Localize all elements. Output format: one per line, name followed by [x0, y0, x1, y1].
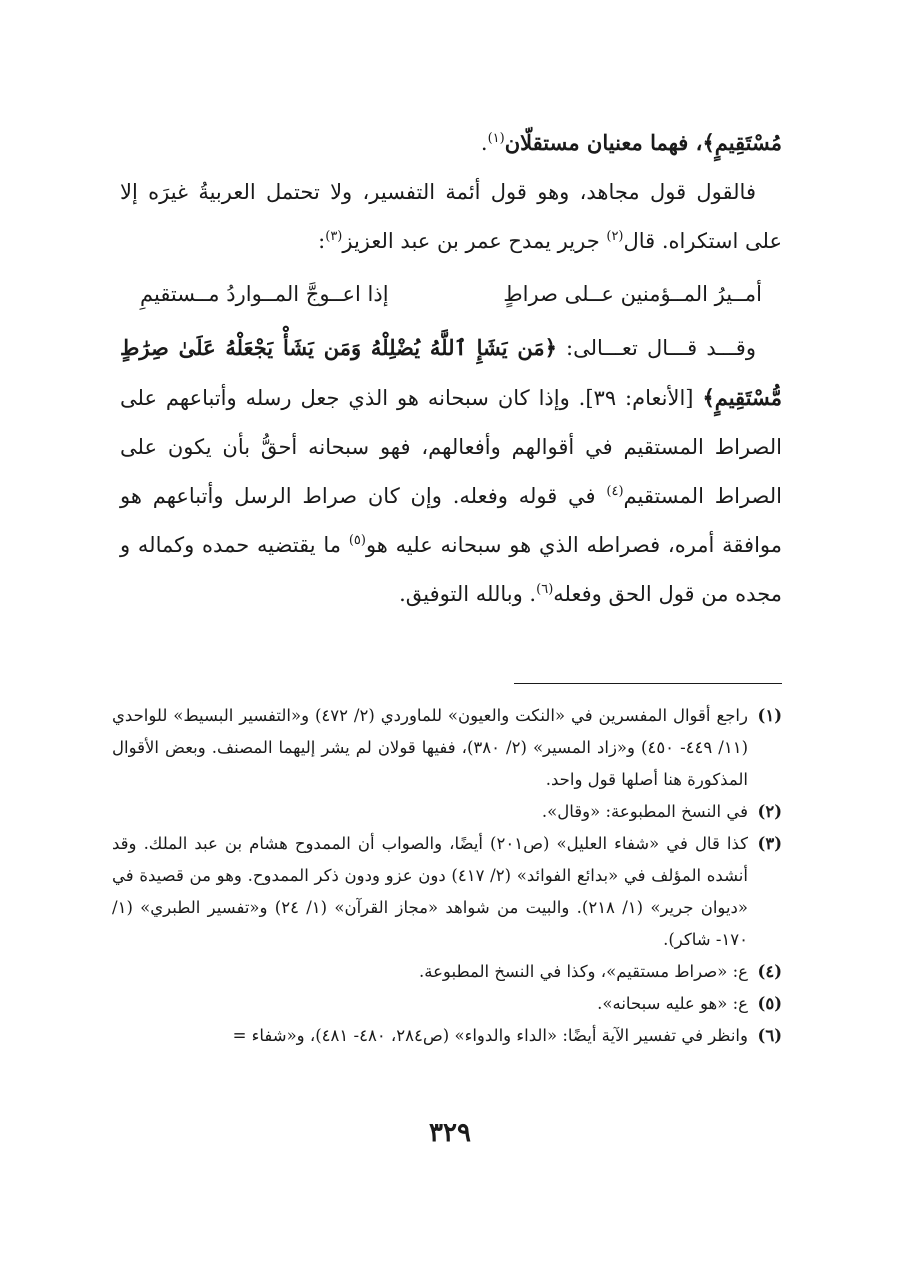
main-text: [120, 118, 782, 619]
text-span: في قوله وفعله. وإن كان صراط الرسل وأتباعهم هو موافقة أمره، فصراطه الذي هو سبحانه عليه هو: [120, 484, 782, 557]
text-span: وقـــد قـــال تعـــالى:: [556, 336, 756, 360]
page-number: ٣٢٩: [429, 1118, 471, 1148]
footnote-ref-2[interactable]: (٢): [606, 229, 624, 244]
footnote-number: (٥): [757, 994, 782, 1013]
text-span: . وبالله التوفيق.: [399, 582, 537, 606]
footnote-number: (٢): [757, 802, 782, 821]
footnote-text: في النسخ المطبوعة: «وقال».: [541, 802, 748, 821]
paragraph-1: [120, 118, 782, 168]
footnote-number: (١): [757, 706, 782, 725]
poem-verse: [120, 270, 782, 319]
text-span: :: [318, 229, 326, 253]
footnote-ref-4[interactable]: (٤): [606, 484, 624, 499]
text-span: .: [480, 131, 488, 155]
footnote-text: ع: «هو عليه سبحانه».: [597, 994, 748, 1013]
footnote-6: [112, 1020, 782, 1052]
footnote-text: كذا قال في «شفاء العليل» (ص٢٠١) أيضًا، والصواب أن الممدوح هشام بن عبد الملك. وقد أنشده المؤلف في «بدائع الفوائد» (٢/ ٤١٧) دون عزو ودون ذكر الممدوح. وهو من قصيدة في «ديوان جرير» (١/ ٢١٨). والبيت من شواهد «مجاز القرآن» (١/ ٢٤) و«تفسير الطبري» (١/ ١٧٠- شاكر).: [112, 834, 748, 949]
footnote-5: [112, 988, 782, 1020]
footnote-ref-1[interactable]: (١): [487, 131, 505, 146]
footnotes: [112, 700, 782, 1052]
footnote-text: وانظر في تفسير الآية أيضًا: «الداء والدواء» (ص٢٨٤، ٤٨٠- ٤٨١)، و«شفاء =: [232, 1026, 748, 1045]
footnote-number: (٦): [757, 1026, 782, 1045]
footnote-ref-5[interactable]: (٥): [348, 533, 366, 548]
footnote-text: راجع أقوال المفسرين في «النكت والعيون» للماوردي (٢/ ٤٧٢) و«التفسير البسيط» للواحدي (١١/ ٤٤٩- ٤٥٠) و«زاد المسير» (٢/ ٣٨٠)، ففيها قولان لم يشر إليهما المصنف. وبعض الأقوال المذكورة هنا أصلها قول واحد.: [112, 706, 749, 789]
poem-hemistich-first: أمــيرُ المــؤمنين عــلى صراطٍ: [503, 282, 762, 306]
poem-hemistich-second: إذا اعــوجَّ المــواردُ مــستقيمِ: [140, 282, 389, 306]
paragraph-2: [120, 168, 782, 266]
footnote-number: (٣): [757, 834, 782, 853]
text-span: [الأنعام: ٣٩]. وإذا كان سبحانه هو الذي جعل رسله وأتباعهم على الصراط المستقيم في أقوالهم وأفعالهم، فهو سبحانه أحقُّ بأن يكون على الصراط المستقيم: [120, 386, 783, 508]
footnote-ref-6[interactable]: (٦): [536, 582, 554, 597]
text-span: ما يقتضيه حمده وكماله و مجده من قول الحق وفعله: [120, 533, 782, 606]
text-span: جرير يمدح عمر بن عبد العزيز: [342, 229, 607, 253]
text-span: فالقول قول مجاهد، وهو قول أئمة التفسير، ولا تحتمل العربيةُ غيرَه إلا على استكراه. قال: [120, 180, 782, 253]
quran-fragment: مُسْتَقِيمٍ﴾، فهما معنيان مستقلّان: [504, 130, 782, 155]
footnote-text: ع: «صراط مستقيم»، وكذا في النسخ المطبوعة.: [419, 962, 748, 981]
quran-verse: ﴿مَن يَشَإِ ٱللَّهُ يُضْلِلْهُ وَمَن يَشَأْ يَجْعَلْهُ عَلَىٰ صِرَٰطٍ مُّسْتَقِيمٍ﴾: [120, 335, 782, 410]
footnote-1: [112, 700, 782, 796]
paragraph-3: [120, 323, 782, 619]
footnote-separator: [514, 683, 782, 684]
footnote-4: [112, 956, 782, 988]
footnote-2: [112, 796, 782, 828]
footnote-ref-3[interactable]: (٣): [325, 229, 343, 244]
footnote-number: (٤): [757, 962, 782, 981]
footnote-3: [112, 828, 782, 956]
